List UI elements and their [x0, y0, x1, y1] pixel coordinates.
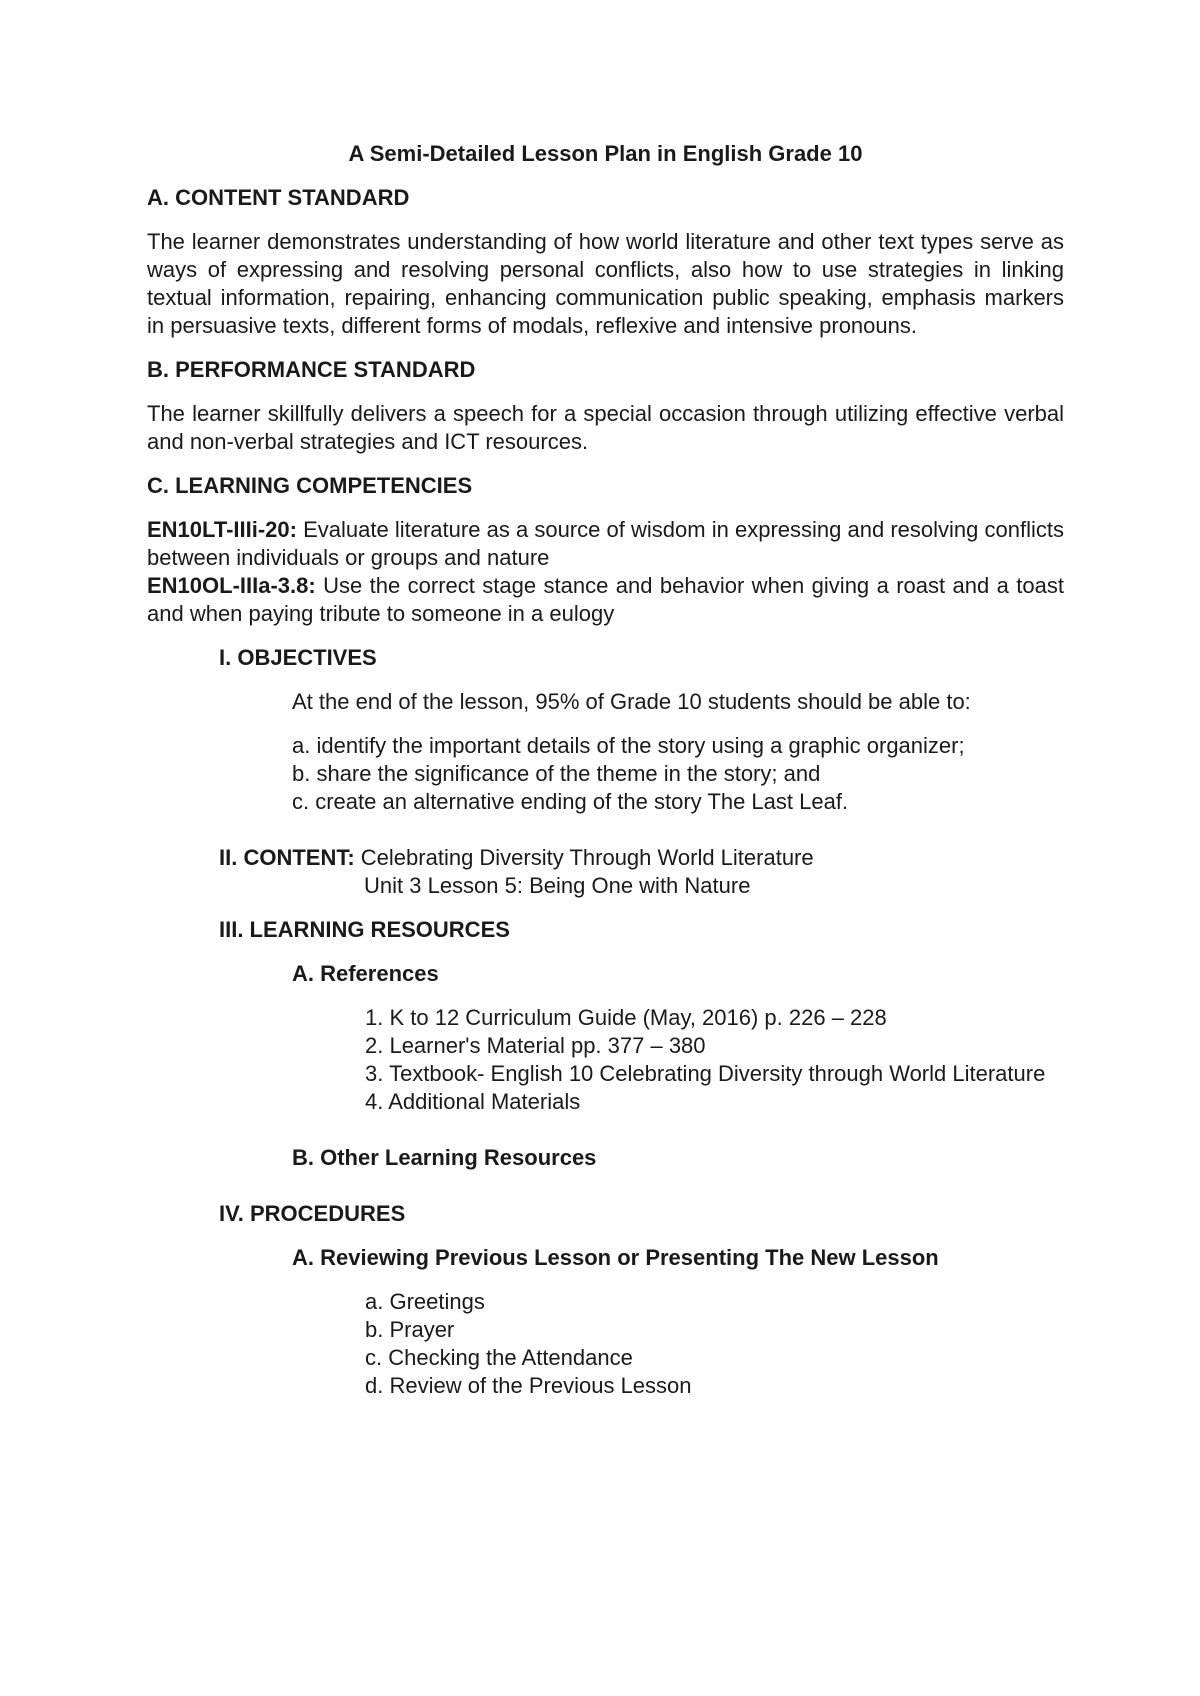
- objective-item: c. create an alternative ending of the story The Last Leaf.: [292, 789, 849, 814]
- references-section: [292, 960, 1064, 988]
- performance-standard-heading: B. PERFORMANCE STANDARD: [147, 357, 476, 382]
- procedures-list: [365, 1288, 1064, 1400]
- reference-item: 2. Learner's Material pp. 377 – 380: [365, 1033, 706, 1058]
- references-body: [365, 1004, 1064, 1116]
- competency-1-code: EN10LT-IIIi-20:: [147, 517, 297, 542]
- performance-standard-text: The learner skillfully delivers a speech for a special occasion through utilizing effective verbal and non-verbal strategies and ICT resources.: [147, 401, 1064, 454]
- objectives-section: [219, 644, 1064, 672]
- references-list: [365, 1004, 1064, 1116]
- competency-2-text: Use the correct stage stance and behavior when giving a roast and a toast and when paying tribute to someone in a eulogy: [147, 573, 1064, 626]
- content-label: II. CONTENT:: [219, 845, 355, 870]
- content-line-1: [219, 844, 1064, 872]
- spacer: [147, 628, 1064, 644]
- lesson-plan-body: [147, 140, 1064, 1416]
- spacer: [147, 832, 1064, 844]
- reference-item: 1. K to 12 Curriculum Guide (May, 2016) p. 226 – 228: [365, 1005, 887, 1030]
- learning-competencies-heading: C. LEARNING COMPETENCIES: [147, 473, 473, 498]
- reference-item: 4. Additional Materials: [365, 1089, 581, 1114]
- learning-resources-section: [219, 916, 1064, 944]
- procedures-heading: IV. PROCEDURES: [219, 1201, 406, 1226]
- procedures-sub-heading: A. Reviewing Previous Lesson or Presenting The New Lesson: [292, 1245, 939, 1270]
- objective-item: b. share the significance of the theme in the story; and: [292, 761, 821, 786]
- reference-item: 3. Textbook- English 10 Celebrating Diversity through World Literature: [365, 1061, 1046, 1086]
- procedure-item: b. Prayer: [365, 1317, 455, 1342]
- procedures-body: [365, 1288, 1064, 1400]
- objectives-heading: I. OBJECTIVES: [219, 645, 377, 670]
- competency-2: [147, 572, 1064, 628]
- competency-1-text: Evaluate literature as a source of wisdom in expressing and resolving conflicts between individuals or groups and nature: [147, 517, 1064, 570]
- spacer: [147, 1188, 1064, 1200]
- references-heading: A. References: [292, 961, 439, 986]
- content-standard-text: The learner demonstrates understanding of how world literature and other text types serve as ways of expressing and resolving personal conflicts, also how to use strategies in linking textual information, repairing, enhancing communication public speaking, emphasis markers in persuasive texts, different forms of modals, reflexive and intensive pronouns.: [147, 229, 1064, 338]
- procedure-item: d. Review of the Previous Lesson: [365, 1373, 692, 1398]
- procedure-item: a. Greetings: [365, 1289, 485, 1314]
- learning-resources-heading: III. LEARNING RESOURCES: [219, 917, 510, 942]
- objective-item: a. identify the important details of the story using a graphic organizer;: [292, 733, 965, 758]
- procedures-section: [219, 1200, 1064, 1228]
- spacer: [147, 1132, 1064, 1144]
- procedure-item: c. Checking the Attendance: [365, 1345, 633, 1370]
- objectives-list: [292, 732, 1064, 816]
- procedures-sub-section: [292, 1244, 1064, 1272]
- competency-2-code: EN10OL-IIIa-3.8:: [147, 573, 316, 598]
- document-title: A Semi-Detailed Lesson Plan in English Grade 10: [348, 141, 863, 166]
- content-section: [219, 844, 1064, 900]
- objectives-body: [292, 688, 1064, 816]
- competency-1: [147, 516, 1064, 572]
- other-resources-heading: B. Other Learning Resources: [292, 1145, 597, 1170]
- content-standard-heading: A. CONTENT STANDARD: [147, 185, 410, 210]
- other-resources-section: [292, 1144, 1064, 1172]
- objectives-intro: At the end of the lesson, 95% of Grade 10 students should be able to:: [292, 689, 971, 714]
- content-line-2: Unit 3 Lesson 5: Being One with Nature: [364, 873, 751, 898]
- content-title: Celebrating Diversity Through World Literature: [354, 845, 814, 870]
